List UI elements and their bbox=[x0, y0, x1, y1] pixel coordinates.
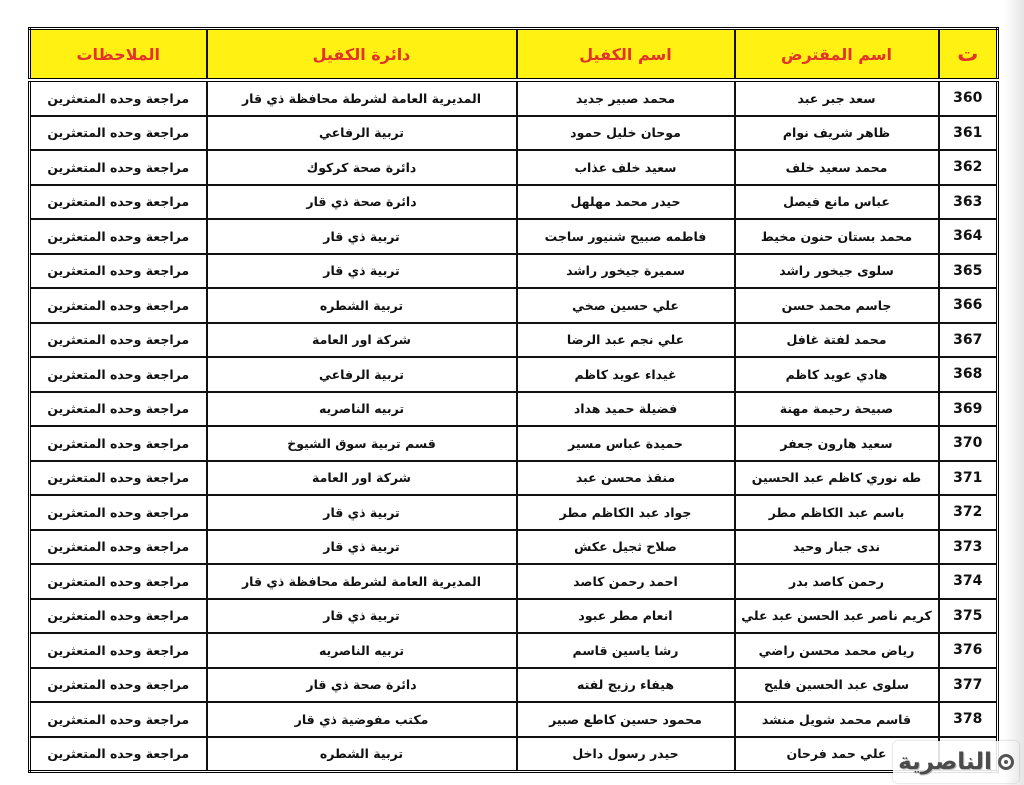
row-number: 368 bbox=[939, 357, 998, 392]
row-number: 365 bbox=[939, 254, 998, 289]
row-number: 377 bbox=[939, 668, 998, 703]
guarantor-department: دائرة صحة كركوك bbox=[207, 150, 517, 185]
guarantor-department: دائرة صحة ذي قار bbox=[207, 185, 517, 220]
header-notes: الملاحظات bbox=[30, 29, 207, 81]
notes-cell: مراجعة وحده المتعثرين bbox=[30, 80, 207, 116]
guarantor-department: تربيه الناصريه bbox=[207, 633, 517, 668]
notes-cell: مراجعة وحده المتعثرين bbox=[30, 633, 207, 668]
borrower-name: هادي عويد كاظم bbox=[735, 357, 939, 392]
table-row bbox=[30, 702, 998, 737]
guarantor-name: محمد صبير جديد bbox=[517, 80, 735, 116]
guarantor-name: حيدر رسول داخل bbox=[517, 737, 735, 772]
table-row bbox=[30, 426, 998, 461]
guarantor-department: تربية ذي قار bbox=[207, 599, 517, 634]
guarantor-department: شركة اور العامة bbox=[207, 323, 517, 358]
notes-cell: مراجعة وحده المتعثرين bbox=[30, 668, 207, 703]
notes-cell: مراجعة وحده المتعثرين bbox=[30, 254, 207, 289]
table-row bbox=[30, 461, 998, 496]
table-row bbox=[30, 288, 998, 323]
table-row bbox=[30, 254, 998, 289]
row-number: 372 bbox=[939, 495, 998, 530]
guarantor-name: فاطمه صبيح شنيور ساجت bbox=[517, 219, 735, 254]
row-number: 364 bbox=[939, 219, 998, 254]
table-row bbox=[30, 80, 998, 116]
row-number: 375 bbox=[939, 599, 998, 634]
table-row bbox=[30, 564, 998, 599]
guarantor-name: صلاح ثجيل عكش bbox=[517, 530, 735, 565]
table-row bbox=[30, 116, 998, 151]
guarantor-name: علي نجم عبد الرضا bbox=[517, 323, 735, 358]
guarantor-department: مكتب مفوضية ذي قار bbox=[207, 702, 517, 737]
logo-text: الناصرية bbox=[898, 748, 992, 775]
table-row bbox=[30, 357, 998, 392]
guarantor-name: هيفاء رزيج لفته bbox=[517, 668, 735, 703]
guarantor-name: حميدة عباس مسير bbox=[517, 426, 735, 461]
notes-cell: مراجعة وحده المتعثرين bbox=[30, 323, 207, 358]
guarantor-name: جواد عبد الكاظم مطر bbox=[517, 495, 735, 530]
guarantor-name: علي حسين صخي bbox=[517, 288, 735, 323]
row-number: 362 bbox=[939, 150, 998, 185]
row-number: 361 bbox=[939, 116, 998, 151]
notes-cell: مراجعة وحده المتعثرين bbox=[30, 599, 207, 634]
guarantor-name: سعيد خلف عذاب bbox=[517, 150, 735, 185]
row-number: 369 bbox=[939, 392, 998, 427]
guarantor-department: تربية الرفاعي bbox=[207, 116, 517, 151]
header-guarantor: اسم الكفيل bbox=[517, 29, 735, 81]
row-number: 373 bbox=[939, 530, 998, 565]
notes-cell: مراجعة وحده المتعثرين bbox=[30, 185, 207, 220]
borrower-name: محمد بستان حنون مخيط bbox=[735, 219, 939, 254]
row-number: 370 bbox=[939, 426, 998, 461]
borrower-name: محمد سعيد خلف bbox=[735, 150, 939, 185]
header-number: ت bbox=[939, 29, 998, 81]
borrower-name: ظاهر شريف نوام bbox=[735, 116, 939, 151]
notes-cell: مراجعة وحده المتعثرين bbox=[30, 150, 207, 185]
borrower-name: ندى جبار وحيد bbox=[735, 530, 939, 565]
guarantor-department: تربية الشطره bbox=[207, 737, 517, 772]
row-number: 371 bbox=[939, 461, 998, 496]
notes-cell: مراجعة وحده المتعثرين bbox=[30, 530, 207, 565]
borrower-name: سلوى عبد الحسين فليح bbox=[735, 668, 939, 703]
borrower-name: طه نوري كاظم عبد الحسين bbox=[735, 461, 939, 496]
header-borrower: اسم المقترض bbox=[735, 29, 939, 81]
table-row bbox=[30, 323, 998, 358]
table-header-row bbox=[30, 29, 998, 81]
table-row bbox=[30, 392, 998, 427]
guarantor-department: المديرية العامة لشرطة محافظة ذي قار bbox=[207, 80, 517, 116]
guarantor-name: احمد رحمن كاصد bbox=[517, 564, 735, 599]
table-row bbox=[30, 185, 998, 220]
row-number: 378 bbox=[939, 702, 998, 737]
guarantor-department: تربية ذي قار bbox=[207, 219, 517, 254]
borrower-name: سعيد هارون جعفر bbox=[735, 426, 939, 461]
guarantor-department: تربية ذي قار bbox=[207, 530, 517, 565]
table-row bbox=[30, 633, 998, 668]
guarantor-name: محمود حسين كاطع صبير bbox=[517, 702, 735, 737]
borrower-name: جاسم محمد حسن bbox=[735, 288, 939, 323]
notes-cell: مراجعة وحده المتعثرين bbox=[30, 737, 207, 772]
guarantor-department: تربية ذي قار bbox=[207, 254, 517, 289]
table-row bbox=[30, 219, 998, 254]
guarantor-department: تربيه الناصريه bbox=[207, 392, 517, 427]
notes-cell: مراجعة وحده المتعثرين bbox=[30, 495, 207, 530]
page-edge-shadow bbox=[1004, 0, 1024, 785]
guarantor-name: غيداء عويد كاظم bbox=[517, 357, 735, 392]
borrower-name: باسم عبد الكاظم مطر bbox=[735, 495, 939, 530]
guarantor-name: حيدر محمد مهلهل bbox=[517, 185, 735, 220]
borrower-name: رياض محمد محسن راضي bbox=[735, 633, 939, 668]
borrower-name: علي حمد فرحان bbox=[735, 737, 939, 772]
notes-cell: مراجعة وحده المتعثرين bbox=[30, 702, 207, 737]
guarantor-department: تربية الرفاعي bbox=[207, 357, 517, 392]
guarantor-department: المديرية العامة لشرطة محافظة ذي قار bbox=[207, 564, 517, 599]
table-row bbox=[30, 530, 998, 565]
row-number: 366 bbox=[939, 288, 998, 323]
table-row bbox=[30, 150, 998, 185]
borrower-name: رحمن كاصد بدر bbox=[735, 564, 939, 599]
table-row bbox=[30, 668, 998, 703]
borrower-name: صبيحة رحيمة مهنة bbox=[735, 392, 939, 427]
guarantor-name: رشا ياسين قاسم bbox=[517, 633, 735, 668]
guarantor-department: قسم تربية سوق الشيوخ bbox=[207, 426, 517, 461]
loan-table bbox=[28, 27, 999, 773]
notes-cell: مراجعة وحده المتعثرين bbox=[30, 392, 207, 427]
guarantor-name: انعام مطر عبود bbox=[517, 599, 735, 634]
row-number: 363 bbox=[939, 185, 998, 220]
notes-cell: مراجعة وحده المتعثرين bbox=[30, 426, 207, 461]
guarantor-department: دائرة صحة ذي قار bbox=[207, 668, 517, 703]
notes-cell: مراجعة وحده المتعثرين bbox=[30, 461, 207, 496]
notes-cell: مراجعة وحده المتعثرين bbox=[30, 116, 207, 151]
header-department: دائرة الكفيل bbox=[207, 29, 517, 81]
borrower-name: كريم ناصر عبد الحسن عبد علي bbox=[735, 599, 939, 634]
borrower-name: سلوى جيخور راشد bbox=[735, 254, 939, 289]
table-row bbox=[30, 737, 998, 772]
row-number: 374 bbox=[939, 564, 998, 599]
table-row bbox=[30, 495, 998, 530]
notes-cell: مراجعة وحده المتعثرين bbox=[30, 219, 207, 254]
borrower-name: محمد لفتة غافل bbox=[735, 323, 939, 358]
row-number: 376 bbox=[939, 633, 998, 668]
row-number: 360 bbox=[939, 80, 998, 116]
guarantor-name: موحان خليل حمود bbox=[517, 116, 735, 151]
table-row bbox=[30, 599, 998, 634]
guarantor-name: سميرة جيخور راشد bbox=[517, 254, 735, 289]
borrower-name: قاسم محمد شويل منشد bbox=[735, 702, 939, 737]
notes-cell: مراجعة وحده المتعثرين bbox=[30, 357, 207, 392]
borrower-name: سعد جبر عبد bbox=[735, 80, 939, 116]
guarantor-name: منقذ محسن عبد bbox=[517, 461, 735, 496]
guarantor-department: تربية ذي قار bbox=[207, 495, 517, 530]
borrower-name: عباس مانع فيصل bbox=[735, 185, 939, 220]
guarantor-name: فضيلة حميد هداد bbox=[517, 392, 735, 427]
row-number: 367 bbox=[939, 323, 998, 358]
guarantor-department: تربية الشطره bbox=[207, 288, 517, 323]
notes-cell: مراجعة وحده المتعثرين bbox=[30, 564, 207, 599]
site-logo bbox=[893, 741, 1019, 783]
notes-cell: مراجعة وحده المتعثرين bbox=[30, 288, 207, 323]
guarantor-department: شركة اور العامة bbox=[207, 461, 517, 496]
